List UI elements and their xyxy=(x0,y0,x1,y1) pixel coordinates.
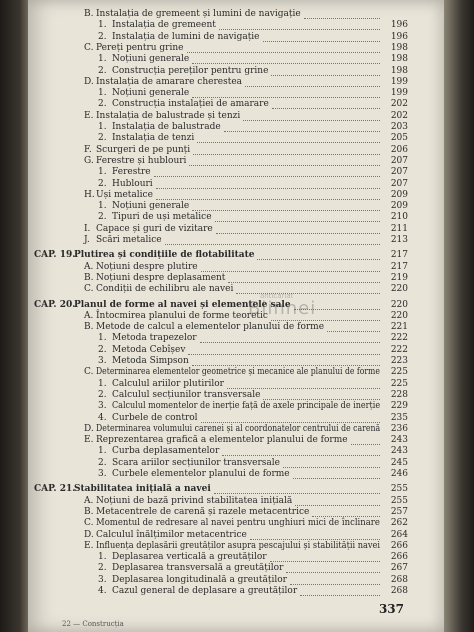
book-spine-shadow xyxy=(0,0,28,632)
toc-entry-number: B. xyxy=(84,506,94,517)
toc-entry-title: Noțiuni generale xyxy=(112,54,190,65)
toc-entry-title: Construcția instalației de amarare xyxy=(112,99,269,110)
toc-page-number: 236 xyxy=(390,423,408,434)
toc-entry-title: Metacentrele de carenă și razele metacentrice xyxy=(96,506,310,517)
toc-entry-number: D. xyxy=(84,423,94,434)
toc-entry-number: A. xyxy=(84,261,94,272)
toc-page-number: 219 xyxy=(390,272,408,283)
toc-entry-title: Ferestre și hublouri xyxy=(96,155,187,166)
watermark: Blinnei xyxy=(248,298,317,319)
toc-page-number: 206 xyxy=(390,144,408,155)
toc-page-number: 266 xyxy=(390,552,408,563)
toc-entry-number: B. xyxy=(84,9,94,19)
toc-entry-title: Curbele elementelor planului de forme xyxy=(112,469,290,479)
toc-entry-number: 2. xyxy=(98,99,107,110)
toc-entry-number: A. xyxy=(84,495,94,506)
toc-page-number: 222 xyxy=(390,344,408,355)
toc-entry-title: Scurgeri de pe punți xyxy=(96,144,191,155)
toc-entry-number: 1. xyxy=(98,446,107,457)
toc-entry-title: Condiții de echilibru ale navei xyxy=(96,284,234,295)
toc-entry-title: Tipuri de uși metalice xyxy=(112,212,212,223)
toc-entry-number: 1. xyxy=(98,88,107,99)
toc-entry-title: Noțiuni despre deplasament xyxy=(96,272,226,283)
toc-entry-number: E. xyxy=(84,540,94,551)
toc-page-number: 266 xyxy=(390,540,408,551)
toc-entry-title: Deplasarea transversală a greutăților xyxy=(112,563,284,574)
toc-entry-title: Metode de calcul a elementelor planului de forme xyxy=(96,322,325,333)
toc-entry-number: CAP. 21. xyxy=(34,484,76,495)
toc-entry-number: A. xyxy=(84,310,94,321)
toc-page-number: 223 xyxy=(390,356,408,366)
page-edge-shadow xyxy=(444,0,474,632)
toc-page-number: 267 xyxy=(390,563,408,574)
toc-page-number: 246 xyxy=(390,469,408,479)
toc-entry-number: 2. xyxy=(98,133,107,144)
toc-entry xyxy=(28,283,444,296)
toc-entry-number: B. xyxy=(84,272,94,283)
toc-entry xyxy=(28,468,444,481)
toc-entry-title: Cazul general de deplasare a greutăților xyxy=(112,586,298,596)
toc-page-number: 243 xyxy=(390,446,408,457)
toc-entry-number: 2. xyxy=(98,389,107,400)
toc-page-number: 262 xyxy=(390,518,408,529)
toc-entry-title: Scări metalice xyxy=(96,235,162,245)
toc-entry-number: 1. xyxy=(98,20,107,31)
toc-entry-title: Instalația de tenzi xyxy=(112,133,195,144)
toc-entry-title: Instalația de amarare cherestea xyxy=(96,76,243,87)
toc-page-number: 196 xyxy=(390,31,408,42)
toc-page-number: 198 xyxy=(390,42,408,53)
toc-entry-number: CAP. 20. xyxy=(34,299,76,310)
toc-entry-title: Calculul momentelor de inerție față de axele principale de inerție xyxy=(112,401,381,412)
toc-entry-title: Curbele de control xyxy=(112,412,198,423)
toc-entry-title: Plutirea și condițiile de flotabilitate xyxy=(74,250,255,261)
toc-page-number: 220 xyxy=(390,310,408,321)
toc-page-number: 268 xyxy=(390,574,408,585)
toc-page-number: 229 xyxy=(390,401,408,412)
toc-entry-number: J. xyxy=(84,235,90,245)
toc-entry-title: Capace și guri de vizitare xyxy=(96,223,213,234)
toc-entry-title: Deplasarea verticală a greutăților xyxy=(112,552,267,563)
toc-entry-number: E. xyxy=(84,110,94,121)
toc-entry-title: Planul de forme al navei și elementele sale xyxy=(74,299,291,310)
toc-leader-dots xyxy=(293,477,380,479)
toc-entry-number: B. xyxy=(84,322,94,333)
toc-entry-title: Scara ariilor secțiunilor transversale xyxy=(112,457,280,468)
toc-page-number: 220 xyxy=(390,284,408,295)
toc-entry-number: I. xyxy=(84,223,91,234)
toc-page-number: 217 xyxy=(390,250,408,261)
toc-page-number: 211 xyxy=(390,223,408,234)
toc-entry-number: 2. xyxy=(98,563,107,574)
toc-page-number: 220 xyxy=(390,299,408,310)
toc-page-number: 225 xyxy=(390,378,408,389)
toc-entry-title: Calculul înălțimilor metacentrice xyxy=(96,529,247,540)
toc-page-number: 225 xyxy=(390,367,408,378)
watermark-subtitle: anticariat xyxy=(260,292,294,300)
toc-entry-number: 2. xyxy=(98,31,107,42)
toc-leader-dots xyxy=(165,243,380,245)
toc-entry-title: Instalația de balustrade și tenzi xyxy=(96,110,241,121)
toc-entry-number: D. xyxy=(84,529,94,540)
toc-leader-dots xyxy=(300,594,380,596)
toc-page-number: 257 xyxy=(390,506,408,517)
toc-page-number: 207 xyxy=(390,167,408,178)
toc-page-number: 235 xyxy=(390,412,408,423)
toc-entry-title: Instalația de balustrade xyxy=(112,122,221,132)
toc-page-number: 207 xyxy=(390,178,408,189)
toc-page-number: 217 xyxy=(390,261,408,272)
toc-entry-title: Calculul ariilor plutirilor xyxy=(112,378,224,389)
toc-entry-title: Curba deplasamentelor xyxy=(112,446,220,457)
toc-page-number: 255 xyxy=(390,484,408,495)
toc-entry-number: 3. xyxy=(98,401,107,412)
toc-entry-number: 1. xyxy=(98,54,107,65)
toc-entry-number: 2. xyxy=(98,212,107,223)
toc-entry-number: D. xyxy=(84,76,94,87)
toc-page-number: 268 xyxy=(390,586,408,596)
toc-entry-title: Metoda trapezelor xyxy=(112,333,197,344)
toc-entry-title: Determinarea volumului carenei și al coordonatelor centrului de carenă xyxy=(96,423,381,434)
toc-entry-number: 3. xyxy=(98,574,107,585)
toc-entry-number: 4. xyxy=(98,412,107,423)
toc-entry-number: 2. xyxy=(98,178,107,189)
toc-entry-number: F. xyxy=(84,144,92,155)
toc-page-number: 210 xyxy=(390,212,408,223)
toc-entry-number: 1. xyxy=(98,333,107,344)
toc-entry-title: Deplasarea longitudinală a greutăților xyxy=(112,574,287,585)
toc-entry-title: Noțiuni generale xyxy=(112,88,190,99)
toc-entry-title: Stabilitatea inițială a navei xyxy=(74,484,211,495)
toc-page-number: 202 xyxy=(390,99,408,110)
toc-page-number: 222 xyxy=(390,333,408,344)
toc-page-number: 255 xyxy=(390,495,408,506)
toc-entry-number: 2. xyxy=(98,344,107,355)
toc-entry-number: 2. xyxy=(98,65,107,76)
toc-entry-number: 1. xyxy=(98,201,107,212)
toc-page-number: 228 xyxy=(390,389,408,400)
toc-entry xyxy=(28,585,444,598)
toc-entry xyxy=(28,234,444,247)
toc-entry-number: C. xyxy=(84,367,94,378)
toc-entry-number: G. xyxy=(84,155,94,166)
toc-page-number: 205 xyxy=(390,133,408,144)
toc-entry-number: 3. xyxy=(98,469,107,479)
toc-entry-number: C. xyxy=(84,284,94,295)
toc-entry-title: Reprezentarea grafică a elementelor planului de forme xyxy=(96,435,348,446)
footer-note: 22 — Construcția xyxy=(62,620,124,628)
toc-entry-number: C. xyxy=(84,518,94,529)
toc-entry-number: C. xyxy=(84,42,94,53)
toc-entry-title: Metoda Simpson xyxy=(112,356,189,366)
toc-entry-title: Uși metalice xyxy=(96,189,153,200)
toc-page-number: 209 xyxy=(390,201,408,212)
toc-page-number: 199 xyxy=(390,88,408,99)
toc-page-number: 203 xyxy=(390,122,408,132)
page-number: 337 xyxy=(378,602,404,616)
toc-page-number: 264 xyxy=(390,529,408,540)
toc-page-number: 199 xyxy=(390,76,408,87)
toc-page-number: 202 xyxy=(390,110,408,121)
toc-entry-title: Determinarea elementelor geometrice și mecanice ale planului de forme xyxy=(96,367,380,378)
toc-leader-dots xyxy=(236,292,380,294)
toc-entry-number: 3. xyxy=(98,356,107,366)
toc-page-number: 245 xyxy=(390,457,408,468)
toc-entry-number: 1. xyxy=(98,122,107,132)
toc-page-number: 243 xyxy=(390,435,408,446)
toc-entry-title: Instalația de gremeent xyxy=(112,20,216,31)
toc-page-number: 221 xyxy=(390,322,408,333)
toc-entry-number: 2. xyxy=(98,457,107,468)
toc-entry-title: Întocmirea planului de forme teoretic xyxy=(96,310,268,321)
toc-entry-title: Hublouri xyxy=(112,178,153,189)
toc-page-number: 209 xyxy=(390,189,408,200)
toc-entry-title: Instalația de lumini de navigație xyxy=(112,31,260,42)
toc-entry-number: 1. xyxy=(98,167,107,178)
toc-entry-title: Noțiuni despre plutire xyxy=(96,261,198,272)
toc-entry-number: H. xyxy=(84,189,95,200)
book-page xyxy=(28,0,444,632)
toc-entry-number: CAP. 19. xyxy=(34,250,76,261)
toc-entry-title: Pereți pentru grine xyxy=(96,42,184,53)
toc-entry-title: Metoda Cebîșev xyxy=(112,344,186,355)
toc-entry-title: Noțiuni de bază privind stabilitatea inițială xyxy=(96,495,293,506)
toc-entry-title: Ferestre xyxy=(112,167,151,178)
toc-entry-title: Momentul de redresare al navei pentru unghiuri mici de înclinare xyxy=(96,518,380,529)
toc-entry-title: Calculul secțiunilor transversale xyxy=(112,389,261,400)
toc-page-number: 213 xyxy=(390,235,408,245)
toc-entry-number: E. xyxy=(84,435,94,446)
toc-entry-title: Construcția pereților pentru grine xyxy=(112,65,269,76)
toc-page-number: 198 xyxy=(390,65,408,76)
toc-entry-title: Influența deplasării greutăților asupra pescajului și stabilității navei xyxy=(96,540,381,551)
toc-entry-number: 1. xyxy=(98,552,107,563)
toc-page-number: 196 xyxy=(390,20,408,31)
toc-entry-title: Noțiuni generale xyxy=(112,201,190,212)
toc-entry-number: 4. xyxy=(98,586,107,596)
toc-page-number: 207 xyxy=(390,155,408,166)
toc-entry-number: 1. xyxy=(98,378,107,389)
toc-entry-title: Instalația de gremeent și lumini de navigație xyxy=(96,9,301,19)
toc-page-number: 198 xyxy=(390,54,408,65)
